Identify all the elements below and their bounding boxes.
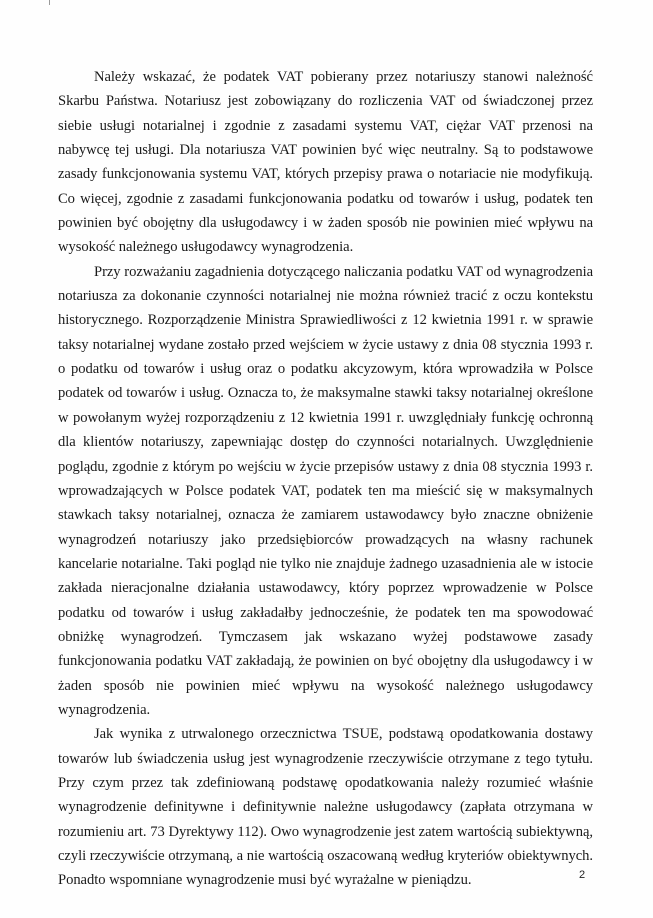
paragraph-historical-context: Przy rozważaniu zagadnienia dotyczącego naliczania podatku VAT od wynagrodzenia notariusza za dokonanie czynności notarialnej nie można również tracić z oczu kontekstu historycznego. Rozporządzenie Ministra Sprawiedliwości z 12 kwietnia 1991 r. w sprawie taksy notarialnej wydane zostało przed wejściem w życie ustawy z dnia 08 stycznia 1993 r. o podatku od towarów i usług oraz o podatku akcyzowym, która wprowadziła w Polsce podatek od towarów i usług. Oznacza to, że maksymalne stawki taksy notarialnej określone w powołanym wyżej rozporządzeniu z 12 kwietnia 1991 r. uwzględniały funkcję ochronną dla klientów notariuszy, zapewniając dostęp do czynności notarialnych. Uwzględnienie poglądu, zgodnie z którym po wejściu w życie przepisów ustawy z dnia 08 stycznia 1993 r. wprowadzających w Polsce podatek VAT, podatek ten ma mieścić się w maksymalnych stawkach taksy notarialnej, oznacza że zamiarem ustawodawcy było znaczne obniżenie wynagrodzeń notariuszy jako przedsiębiorców prowadzących na własny rachunek kancelarie notarialne. Taki pogląd nie tylko nie znajduje żadnego uzasadnienia ale w istocie zakłada nieracjonalne działania ustawodawcy, który poprzez wprowadzenie w Polsce podatku od towarów i usług zakładałby jednocześnie, że podatek ten ma spowodować obniżkę wynagrodzeń. Tymczasem jak wskazano wyżej podstawowe zasady funkcjonowania podatku VAT zakładają, że powinien on być obojętny dla usługodawcy i w żaden sposób nie powinien mieć wpływu na wysokość należnego usługodawcy wynagrodzenia.	[58, 263, 593, 718]
page-number: 2	[579, 869, 586, 881]
paragraph-vat-neutrality: Należy wskazać, że podatek VAT pobierany przez notariuszy stanowi należność Skarbu Państwa. Notariusz jest zobowiązany do rozliczenia VAT od świadczonej przez siebie usługi notarialnej i zgodnie z zasadami systemu VAT, ciężar VAT przenosi na nabywcę tej usługi. Dla notariusza VAT powinien być więc neutralny. Są to podstawowe zasady funkcjonowania systemu VAT, których przepisy prawa o notariacie nie modyfikują. Co więcej, zgodnie z zasadami funkcjonowania podatku od towarów i usług, podatek ten powinien być obojętny dla usługodawcy i w żaden sposób nie powinien mieć wpływu na wysokość należnego usługodawcy wynagrodzenia.	[58, 69, 593, 256]
scan-edge-mark	[49, 0, 50, 5]
paragraph-tsue-case-law: Jak wynika z utrwalonego orzecznictwa TSUE, podstawą opodatkowania dostawy towarów lub świadczenia usług jest wynagrodzenie rzeczywiście otrzymane z tego tytułu. Przy czym przez tak zdefiniowaną podstawę opodatkowania należy rozumieć właśnie wynagrodzenie definitywne i definitywnie należne usługodawcy (zapłata otrzymana w rozumieniu art. 73 Dyrektywy 112). Owo wynagrodzenie jest zatem wartością subiektywną, czyli rzeczywiście otrzymaną, a nie wartością oszacowaną według kryteriów obiektywnych. Ponadto wspomniane wynagrodzenie musi być wyrażalne w pieniądzu.	[58, 726, 593, 889]
document-body	[58, 65, 593, 893]
